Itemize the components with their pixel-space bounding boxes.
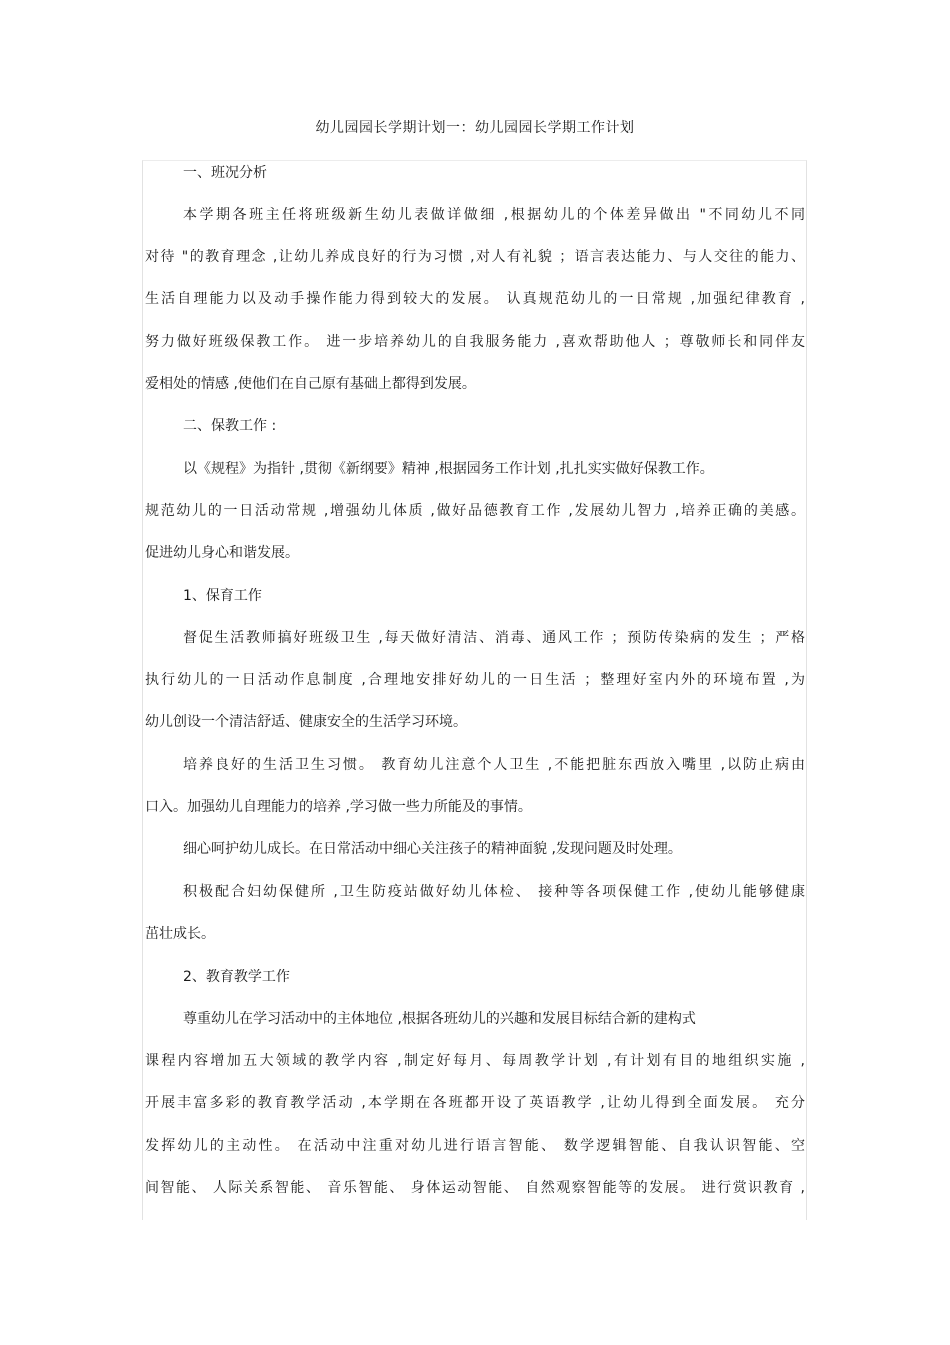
paragraph-line: 间智能、 人际关系智能、 音乐智能、 身体运动智能、 自然观察智能等的发展。 进行赏识教育 , bbox=[145, 1180, 805, 1196]
paragraph-line: 茁壮成长。 bbox=[145, 926, 215, 942]
paragraph-line: 督促生活教师搞好班级卫生 ,每天做好清洁、消毒、通风工作 ；预防传染病的发生 ；严格 bbox=[183, 630, 805, 646]
paragraph-line: 细心呵护幼儿成长。在日常活动中细心关注孩子的精神面貌 ,发现问题及时处理。 bbox=[183, 841, 682, 857]
page-title: 幼儿园园长学期计划一：幼儿园园长学期工作计划 bbox=[315, 120, 635, 136]
paragraph-line: 促进幼儿身心和谐发展。 bbox=[145, 545, 299, 561]
paragraph-line: 幼儿创设一个清洁舒适、健康安全的生活学习环境。 bbox=[145, 714, 467, 730]
subsection-heading: 1、保育工作 bbox=[183, 588, 262, 604]
paragraph-line: 规范幼儿的一日活动常规 ,增强幼儿体质 ,做好品德教育工作 ,发展幼儿智力 ,培养正确的美感。 bbox=[145, 503, 805, 519]
paragraph-line: 尊重幼儿在学习活动中的主体地位 ,根据各班幼儿的兴趣和发展目标结合新的建构式 bbox=[183, 1011, 696, 1027]
paragraph-line: 口入。加强幼儿自理能力的培养 ,学习做一些力所能及的事情。 bbox=[145, 799, 532, 815]
paragraph-line: 课程内容增加五大领域的教学内容 ,制定好每月、每周教学计划 ,有计划有目的地组织实施 , bbox=[145, 1053, 805, 1069]
section-heading: 一、班况分析 bbox=[183, 165, 267, 181]
subsection-heading: 2、教育教学工作 bbox=[183, 969, 290, 985]
paragraph-line: 执行幼儿的一日活动作息制度 ,合理地安排好幼儿的一日生活 ；整理好室内外的环境布置 ,为 bbox=[145, 672, 805, 688]
paragraph-line: 开展丰富多彩的教育教学活动 ,本学期在各班都开设了英语教学 ,让幼儿得到全面发展。 充分 bbox=[145, 1095, 805, 1111]
section-heading: 二、保教工作 : bbox=[183, 418, 277, 434]
paragraph-line: 努力做好班级保教工作。 进一步培养幼儿的自我服务能力 ,喜欢帮助他人 ；尊敬师长和同伴友 bbox=[145, 334, 805, 350]
paragraph-line: 发挥幼儿的主动性。 在活动中注重对幼儿进行语言智能、 数学逻辑智能、自我认识智能、空 bbox=[145, 1138, 805, 1154]
paragraph-line: 培养良好的生活卫生习惯。 教育幼儿注意个人卫生 ,不能把脏东西放入嘴里 ,以防止病由 bbox=[183, 757, 805, 773]
paragraph-line: 爱相处的情感 ,使他们在自己原有基础上都得到发展。 bbox=[145, 376, 476, 392]
paragraph-line: 生活自理能力以及动手操作能力得到较大的发展。 认真规范幼儿的一日常规 ,加强纪律教育 , bbox=[145, 291, 805, 307]
paragraph-line: 本学期各班主任将班级新生幼儿表做详做细 ,根据幼儿的个体差异做出 "不同幼儿不同 bbox=[183, 207, 805, 223]
paragraph-line: 积极配合妇幼保健所 ,卫生防疫站做好幼儿体检、 接种等各项保健工作 ,使幼儿能够健康 bbox=[183, 884, 805, 900]
paragraph-line: 对待 "的教育理念 ,让幼儿养成良好的行为习惯 ,对人有礼貌 ；语言表达能力、与人交往的能力、 bbox=[145, 249, 805, 265]
paragraph-line: 以《规程》为指针 ,贯彻《新纲要》精神 ,根据园务工作计划 ,扎扎实实做好保教工作。 bbox=[183, 461, 714, 477]
